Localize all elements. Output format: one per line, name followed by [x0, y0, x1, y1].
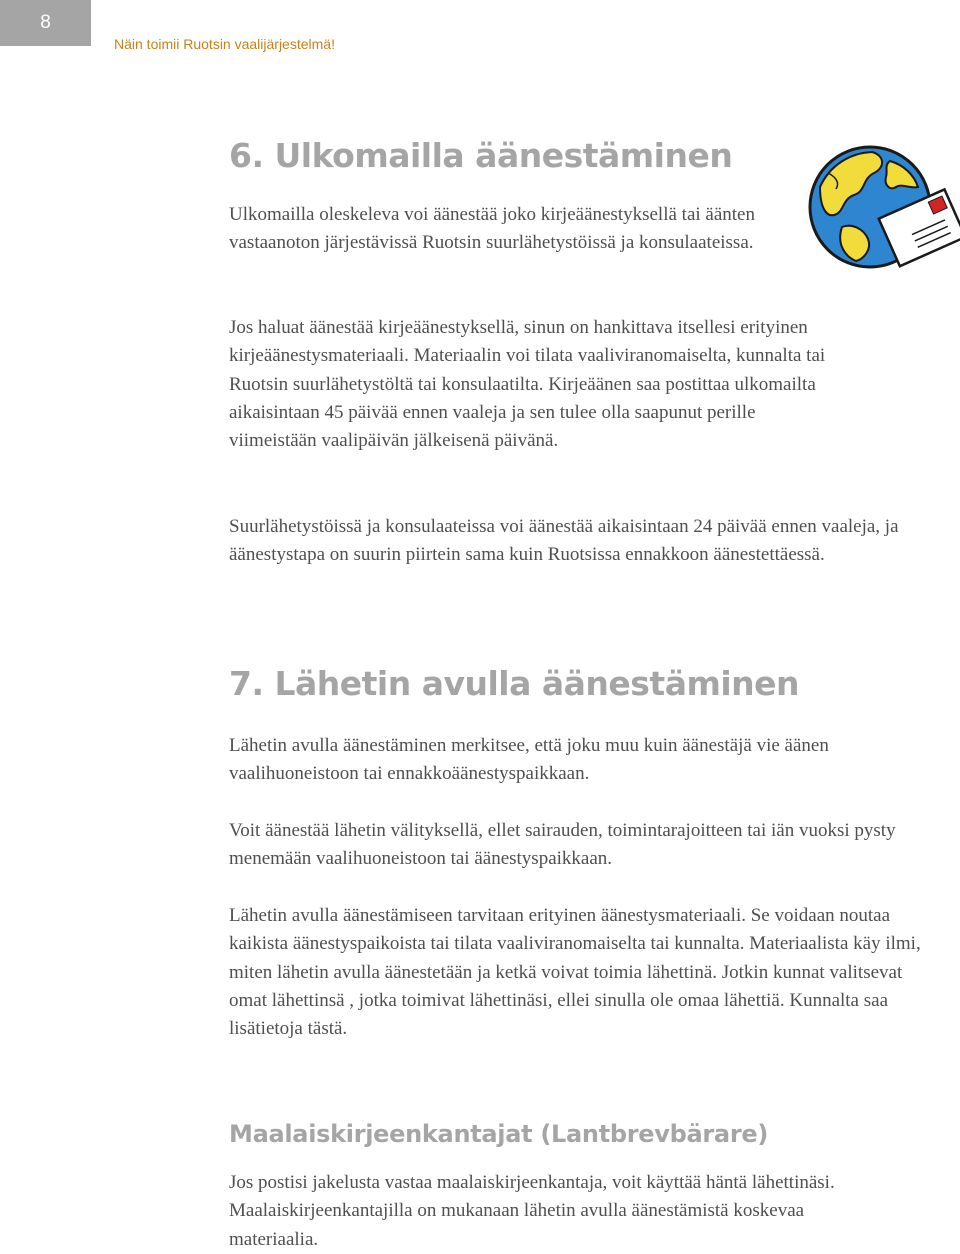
running-header: Näin toimii Ruotsin vaalijärjestelmä!: [114, 36, 335, 52]
page-number: 8: [0, 0, 91, 46]
subsection-paragraph-1: Jos postisi jakelusta vastaa maalaiskirjeenkantaja, voit käyttää häntä lähettinäsi. Maalaiskirjeenkantajilla on mukanaan lähetin avulla äänestämistä koskevaa materiaalia.: [229, 1172, 835, 1250]
section-7-paragraph-3: Lähetin avulla äänestämiseen tarvitaan erityinen äänestysmateriaali. Se voidaan noutaa kaikista äänestyspaikoista tai tilata vaaliviranomaiselta tai kunnalta. Materiaalista käy ilmi, miten lähetin avulla äänestetään ja ketkä voivat toimia lähettinä. Jotkin kunnat valitsevat omat lähettinsä , jotka toimivat lähettinäsi, ellei sinulla ole omaa lähettiä. Kunnalta saa lisätietoja tästä.: [229, 905, 921, 1040]
section-6-paragraph-1: Ulkomailla oleskeleva voi äänestää joko kirjeäänestyksellä tai äänten vastaanoton järjestävissä Ruotsin suurlähetystöissä ja konsulaateissa.: [229, 204, 755, 254]
section-6-heading: 6. Ulkomailla äänestäminen: [229, 136, 733, 175]
section-7-heading: 7. Lähetin avulla äänestäminen: [229, 664, 800, 703]
globe-with-envelope-icon: [806, 143, 960, 278]
section-7-paragraph-2: Voit äänestää lähetin välityksellä, ellet sairauden, toimintarajoitteen tai iän vuoksi pysty menemään vaalihuoneistoon tai äänestyspaikkaan.: [229, 820, 896, 870]
section-6-paragraph-2: Jos haluat äänestää kirjeäänestyksellä, sinun on hankittava itsellesi erityinen kirjeäänestysmateriaali. Materiaalin voi tilata vaaliviranomaiselta, kunnalta tai Ruotsin suurlähetystöltä tai konsulaatilta. Kirjeäänen saa postittaa ulkomailta aikaisintaan 45 päivää ennen vaaleja ja sen tulee olla saapunut perille viimeistään vaalipäivän jälkeisenä päivänä.: [229, 317, 826, 452]
section-7-paragraph-1: Lähetin avulla äänestäminen merkitsee, että joku muu kuin äänestäjä vie äänen vaalihuoneistoon tai ennakkoäänestyspaikkaan.: [229, 735, 829, 785]
section-6-paragraph-3: Suurlähetystöissä ja konsulaateissa voi äänestää aikaisintaan 24 päivää ennen vaaleja, ja äänestystapa on suurin piirtein sama kuin Ruotsissa ennakkoon äänestettäessä.: [229, 516, 899, 566]
subsection-heading: Maalaiskirjeenkantajat (Lantbrevbärare): [229, 1120, 768, 1148]
